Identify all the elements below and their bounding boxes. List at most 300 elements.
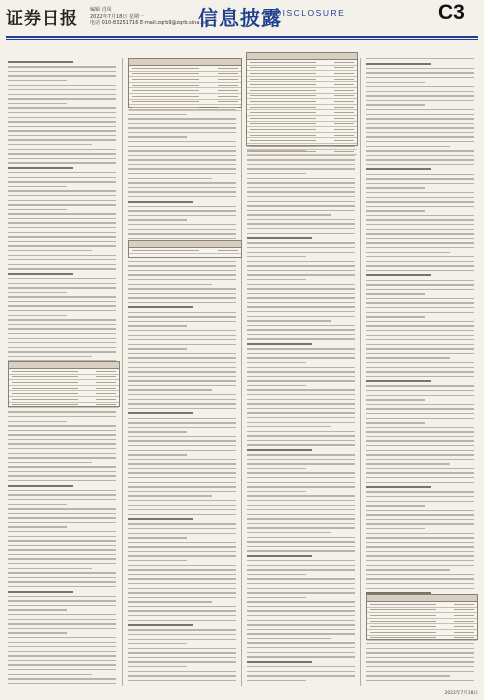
- text-line: [128, 445, 236, 446]
- text-line: [247, 334, 355, 335]
- text-line: [247, 629, 355, 630]
- text-line: [8, 508, 116, 509]
- text-line: [366, 546, 474, 547]
- text-line: [247, 178, 355, 179]
- text-line: [8, 135, 116, 136]
- text-line: [366, 399, 425, 400]
- text-line: [8, 457, 116, 458]
- text-line: [247, 592, 355, 593]
- text-line: [247, 214, 331, 215]
- text-line: [366, 168, 431, 170]
- text-line: [128, 224, 236, 225]
- masthead: [0, 0, 484, 38]
- article-column-4: [366, 58, 474, 684]
- text-line: [247, 191, 355, 192]
- text-line: [247, 620, 355, 621]
- text-line: [128, 316, 236, 317]
- text-line: [247, 435, 355, 436]
- text-line: [247, 647, 355, 648]
- text-line: [128, 330, 236, 331]
- text-line: [366, 284, 474, 285]
- text-line: [8, 554, 116, 555]
- text-line: [247, 394, 355, 395]
- text-line: [8, 347, 116, 348]
- text-line: [8, 632, 67, 633]
- text-line: [247, 297, 355, 298]
- text-line: [128, 155, 236, 156]
- text-line: [128, 123, 236, 124]
- text-line: [366, 109, 474, 110]
- text-line: [8, 209, 67, 210]
- text-line: [128, 118, 236, 119]
- text-line: [366, 501, 474, 502]
- text-line: [128, 201, 193, 203]
- text-line: [247, 412, 355, 413]
- text-line: [128, 601, 212, 602]
- text-line: [366, 440, 474, 441]
- text-line: [128, 472, 236, 473]
- text-line: [128, 440, 236, 441]
- text-line: [366, 104, 425, 105]
- text-line: [366, 307, 474, 308]
- text-line: [128, 666, 187, 667]
- text-line: [128, 574, 236, 575]
- text-line: [8, 490, 116, 491]
- text-line: [8, 637, 116, 638]
- text-line: [8, 425, 116, 426]
- text-line: [128, 412, 193, 414]
- text-line: [8, 591, 73, 593]
- text-line: [128, 597, 236, 598]
- text-line: [128, 463, 236, 464]
- data-table-bottom-right: [366, 594, 478, 640]
- text-line: [366, 321, 474, 322]
- text-line: [366, 510, 474, 511]
- text-line: [128, 624, 193, 626]
- text-line: [128, 528, 236, 529]
- text-line: [247, 666, 355, 667]
- text-line: [247, 537, 355, 538]
- text-line: [366, 459, 474, 460]
- text-line: [366, 274, 431, 276]
- text-line: [247, 187, 355, 188]
- text-line: [8, 600, 116, 601]
- text-line: [8, 71, 116, 72]
- text-line: [247, 228, 355, 229]
- text-line: [366, 643, 474, 644]
- text-line: [366, 192, 474, 193]
- text-line: [366, 477, 474, 478]
- text-line: [366, 91, 474, 92]
- text-line: [366, 233, 474, 234]
- text-line: [8, 177, 116, 178]
- text-line: [8, 678, 116, 679]
- text-line: [366, 551, 474, 552]
- text-line: [366, 537, 474, 538]
- text-line: [247, 514, 355, 515]
- text-line: [128, 389, 212, 390]
- text-line: [128, 422, 236, 423]
- text-line: [366, 261, 474, 262]
- text-line: [366, 289, 474, 290]
- text-line: [8, 287, 116, 288]
- text-line: [128, 348, 187, 349]
- text-line: [8, 356, 92, 357]
- text-line: [8, 655, 116, 656]
- text-line: [247, 367, 355, 368]
- text-line: [128, 523, 236, 524]
- text-line: [247, 288, 355, 289]
- text-line: [128, 514, 236, 515]
- text-line: [8, 549, 116, 550]
- text-line: [8, 89, 116, 90]
- text-line: [128, 132, 236, 133]
- text-line: [8, 596, 116, 597]
- text-line: [247, 468, 306, 469]
- text-line: [366, 95, 474, 96]
- text-line: [8, 480, 116, 481]
- text-line: [8, 139, 116, 140]
- text-line: [128, 482, 236, 483]
- text-line: [247, 247, 355, 248]
- text-line: [128, 657, 236, 658]
- text-line: [366, 174, 474, 175]
- text-line: [366, 408, 474, 409]
- text-line: [247, 302, 355, 303]
- text-line: [8, 545, 116, 546]
- text-line: [8, 581, 116, 582]
- text-line: [247, 274, 355, 275]
- text-line: [128, 136, 187, 137]
- text-line: [128, 399, 236, 400]
- text-line: [247, 642, 355, 643]
- contact-line: 电话 010-83251716 E-mail:zqrb9@zqrb.sina.net: [90, 20, 210, 26]
- text-line: [128, 229, 236, 230]
- text-line: [128, 270, 236, 271]
- text-line: [128, 353, 236, 354]
- text-line: [366, 413, 474, 414]
- text-line: [8, 683, 116, 684]
- text-line: [8, 250, 92, 251]
- text-line: [8, 158, 116, 159]
- text-line: [366, 671, 474, 672]
- text-line: [366, 569, 450, 570]
- text-line: [8, 301, 116, 302]
- text-line: [8, 259, 116, 260]
- text-line: [366, 648, 474, 649]
- text-line: [366, 450, 474, 451]
- text-line: [8, 664, 116, 665]
- text-line: [366, 661, 474, 662]
- text-line: [247, 652, 355, 653]
- text-line: [366, 445, 474, 446]
- text-line: [8, 213, 116, 214]
- text-line: [366, 219, 474, 220]
- text-line: [8, 310, 116, 311]
- text-line: [8, 149, 116, 150]
- text-line: [128, 652, 236, 653]
- text-line: [366, 339, 474, 340]
- text-line: [128, 620, 236, 621]
- text-line: [128, 219, 187, 220]
- text-line: [128, 486, 236, 487]
- text-line: [247, 444, 355, 445]
- text-line: [247, 385, 306, 386]
- text-line: [8, 190, 116, 191]
- table-header: [367, 595, 477, 602]
- text-line: [8, 200, 116, 201]
- text-line: [128, 376, 236, 377]
- text-line: [366, 178, 474, 179]
- text-line: [8, 112, 116, 113]
- text-line: [8, 241, 116, 242]
- text-line: [366, 330, 474, 331]
- text-line: [128, 436, 236, 437]
- text-line: [366, 316, 425, 317]
- text-line: [366, 247, 474, 248]
- text-line: [366, 58, 474, 59]
- text-line: [8, 660, 116, 661]
- column-text-4: [366, 58, 474, 684]
- text-line: [366, 206, 474, 207]
- text-line: [8, 232, 116, 233]
- text-line: [128, 468, 236, 469]
- text-line: [8, 278, 116, 279]
- text-line: [247, 353, 355, 354]
- column-divider: [241, 58, 242, 686]
- text-line: [247, 210, 355, 211]
- text-line: [366, 427, 474, 428]
- text-line: [366, 270, 474, 271]
- text-line: [8, 504, 67, 505]
- column-divider: [360, 58, 361, 686]
- text-line: [247, 357, 355, 358]
- text-line: [8, 471, 116, 472]
- text-line: [128, 168, 236, 169]
- text-line: [8, 411, 116, 412]
- text-line: [8, 144, 92, 145]
- text-line: [128, 306, 193, 308]
- text-line: [128, 661, 236, 662]
- text-line: [128, 321, 236, 322]
- text-line: [8, 563, 116, 564]
- data-table-top-left: [128, 58, 242, 108]
- table-row: [367, 636, 477, 642]
- text-line: [8, 586, 116, 587]
- text-line: [247, 565, 355, 566]
- text-line: [8, 485, 73, 487]
- text-line: [366, 238, 474, 239]
- text-line: [247, 223, 355, 224]
- text-line: [247, 325, 355, 326]
- text-line: [366, 395, 474, 396]
- text-line: [247, 403, 355, 404]
- text-line: [247, 164, 355, 165]
- text-line: [366, 454, 474, 455]
- text-line: [8, 292, 67, 293]
- text-line: [247, 680, 306, 681]
- text-line: [8, 494, 116, 495]
- text-line: [247, 242, 355, 243]
- text-line: [8, 328, 116, 329]
- text-line: [128, 671, 236, 672]
- text-line: [128, 518, 193, 520]
- text-line: [247, 265, 355, 266]
- text-line: [247, 329, 355, 330]
- text-line: [128, 495, 212, 496]
- text-line: [366, 533, 474, 534]
- text-line: [128, 173, 236, 174]
- text-line: [128, 293, 236, 294]
- text-line: [128, 261, 236, 262]
- data-table-top-right: [246, 52, 358, 146]
- text-line: [8, 186, 67, 187]
- table-header: [9, 362, 119, 369]
- text-line: [128, 159, 236, 160]
- text-line: [128, 284, 212, 285]
- text-line: [366, 578, 474, 579]
- text-line: [8, 351, 116, 352]
- text-line: [8, 605, 116, 606]
- text-line: [8, 430, 116, 431]
- text-line: [8, 609, 67, 610]
- text-line: [247, 601, 355, 602]
- text-line: [366, 127, 474, 128]
- text-line: [8, 162, 116, 163]
- text-line: [8, 536, 116, 537]
- text-line: [366, 312, 474, 313]
- text-line: [8, 319, 116, 320]
- text-line: [128, 302, 236, 303]
- text-line: [8, 623, 116, 624]
- text-line: [8, 218, 116, 219]
- text-line: [128, 357, 236, 358]
- text-line: [128, 606, 236, 607]
- text-line: [366, 468, 474, 469]
- text-line: [247, 656, 355, 657]
- text-line: [247, 597, 306, 598]
- text-line: [128, 339, 236, 340]
- text-line: [366, 482, 474, 483]
- text-line: [366, 293, 425, 294]
- text-line: [8, 153, 116, 154]
- text-line: [247, 472, 355, 473]
- text-line: [128, 385, 236, 386]
- text-line: [8, 558, 116, 559]
- text-line: [247, 546, 355, 547]
- text-line: [128, 537, 187, 538]
- text-line: [366, 496, 474, 497]
- text-line: [128, 344, 236, 345]
- text-line: [8, 642, 116, 643]
- text-line: [247, 261, 355, 262]
- text-line: [8, 167, 73, 169]
- text-line: [247, 555, 312, 557]
- text-line: [128, 418, 236, 419]
- text-line: [128, 533, 236, 534]
- text-line: [366, 201, 474, 202]
- text-line: [247, 638, 331, 639]
- text-line: [128, 634, 236, 635]
- text-line: [366, 357, 450, 358]
- text-line: [366, 380, 431, 382]
- text-line: [8, 572, 116, 573]
- column-divider: [122, 58, 123, 686]
- text-line: [247, 477, 355, 478]
- text-line: [8, 107, 116, 108]
- text-line: [247, 560, 355, 561]
- text-line: [8, 669, 116, 670]
- text-line: [8, 66, 116, 67]
- text-line: [8, 416, 116, 417]
- text-line: [247, 583, 355, 584]
- text-line: [366, 114, 474, 115]
- text-line: [366, 68, 474, 69]
- text-line: [128, 546, 236, 547]
- text-line: [366, 542, 474, 543]
- date-line: 2022年7月18日 星期一: [90, 13, 144, 20]
- text-line: [8, 273, 73, 275]
- text-line: [8, 172, 116, 173]
- text-line: [247, 168, 355, 169]
- column-text-2: [128, 58, 236, 684]
- text-line: [128, 182, 236, 183]
- table-row: [129, 105, 241, 111]
- text-line: [128, 675, 236, 676]
- text-line: [366, 560, 474, 561]
- text-line: [128, 408, 236, 409]
- text-line: [247, 523, 355, 524]
- section-title: 信息披露: [198, 6, 282, 30]
- text-line: [8, 80, 67, 81]
- text-line: [247, 486, 355, 487]
- text-line: [247, 588, 355, 589]
- text-line: [128, 394, 236, 395]
- text-line: [128, 325, 187, 326]
- text-line: [247, 376, 355, 377]
- text-line: [247, 578, 355, 579]
- text-line: [247, 252, 355, 253]
- text-line: [8, 227, 116, 228]
- text-line: [8, 181, 116, 182]
- text-line: [366, 491, 474, 492]
- text-line: [128, 680, 236, 681]
- text-line: [128, 196, 236, 197]
- text-line: [247, 338, 355, 339]
- text-line: [8, 475, 116, 476]
- text-line: [128, 505, 236, 506]
- text-line: [366, 82, 425, 83]
- text-line: [8, 568, 92, 569]
- text-line: [8, 614, 116, 615]
- text-line: [366, 362, 474, 363]
- text-line: [8, 434, 116, 435]
- text-line: [8, 236, 116, 237]
- text-line: [247, 343, 312, 345]
- masthead-rule: [6, 36, 478, 38]
- text-line: [8, 103, 67, 104]
- text-line: [366, 229, 474, 230]
- text-line: [366, 187, 425, 188]
- text-line: [366, 385, 474, 386]
- text-line: [128, 297, 236, 298]
- section-subtitle: DISCLOSURE: [275, 8, 346, 18]
- text-line: [128, 648, 236, 649]
- text-line: [8, 333, 116, 334]
- text-line: [247, 624, 355, 625]
- text-line: [128, 578, 236, 579]
- text-line: [366, 528, 425, 529]
